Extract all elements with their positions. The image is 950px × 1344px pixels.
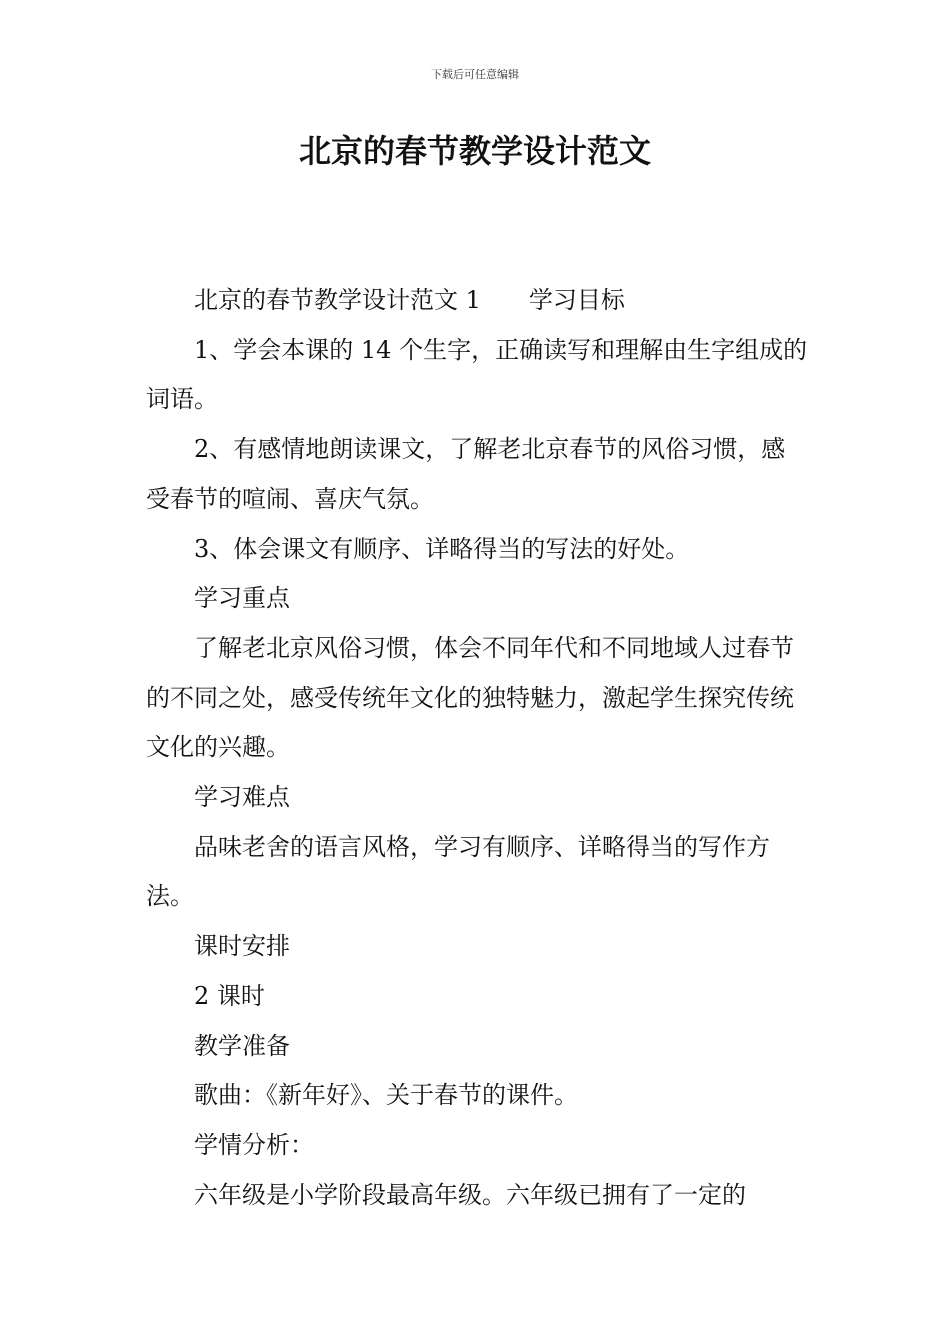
section-heading: 学习目标 bbox=[528, 286, 625, 314]
paragraph: 3、体会课文有顺序、详略得当的写法的好处。 bbox=[194, 534, 690, 563]
section-label: 北京的春节教学设计范文 1 bbox=[194, 286, 481, 314]
paragraph-heading-line bbox=[146, 276, 808, 326]
section-heading: 课时安排 bbox=[194, 932, 290, 961]
section-heading: 教学准备 bbox=[194, 1031, 290, 1060]
header-note: 下载后可任意编辑 bbox=[431, 68, 519, 81]
paragraph: 2、有感情地朗读课文，了解老北京春节的风俗习惯，感受春节的喧闹、喜庆气氛。 bbox=[146, 435, 786, 513]
document-title: 北京的春节教学设计范文 bbox=[298, 132, 651, 170]
paragraph: 品味老舍的语言风格，学习有顺序、详略得当的写作方法。 bbox=[146, 832, 770, 911]
section-heading: 学习重点 bbox=[194, 584, 290, 613]
paragraph: 六年级是小学阶段最高年级。六年级已拥有了一定的 bbox=[194, 1180, 746, 1209]
paragraph: 歌曲：《新年好》、关于春节的课件。 bbox=[194, 1081, 578, 1110]
document-body bbox=[146, 276, 808, 1220]
paragraph: 了解老北京风俗习惯，体会不同年代和不同地域人过春节的不同之处，感受传统年文化的独特魅力，激起学生探究传统文化的兴趣。 bbox=[146, 633, 794, 762]
paragraph: 2 课时 bbox=[194, 981, 265, 1010]
section-heading: 学习难点 bbox=[194, 783, 290, 812]
section-heading: 学情分析： bbox=[194, 1130, 314, 1159]
paragraph: 1、学会本课的 14 个生字，正确读写和理解由生字组成的词语。 bbox=[146, 335, 808, 414]
